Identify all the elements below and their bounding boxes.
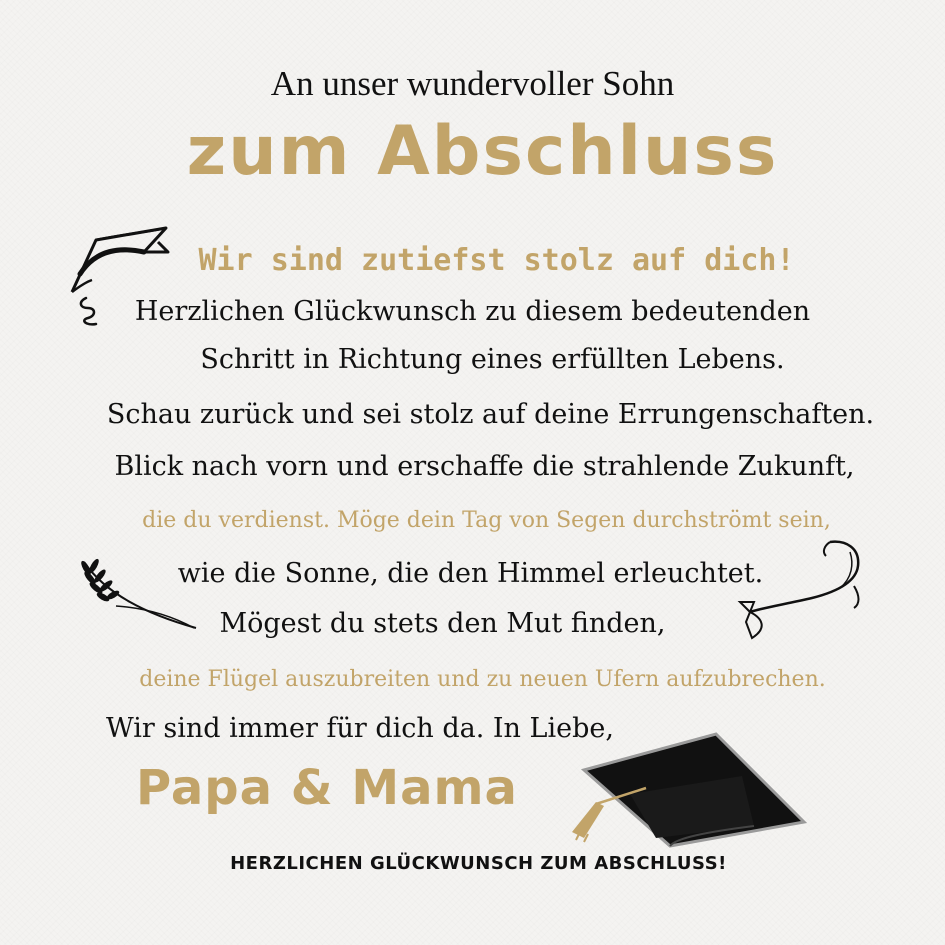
message-line: deine Flügel auszubreiten und zu neuen Ufern aufzubrechen.: [139, 667, 826, 692]
heading-line: An unser wundervoller Sohn: [270, 64, 675, 103]
banner-icon: [736, 538, 866, 642]
message-line: wie die Sonne, die den Himmel erleuchtet.: [177, 558, 764, 589]
message-line: die du verdienst. Möge dein Tag von Segen durchströmt sein,: [142, 508, 831, 533]
message-line: Schau zurück und sei stolz auf deine Errungenschaften.: [106, 399, 875, 430]
message-line: Mögest du stets den Mut finden,: [219, 608, 666, 639]
graduation-cap-icon: [566, 728, 814, 850]
footer-text: HERZLICHEN GLÜCKWUNSCH ZUM ABSCHLUSS!: [230, 853, 727, 874]
page-title: zum Abschluss: [186, 112, 779, 191]
message-line: Herzlichen Glückwunsch zu diesem bedeutenden: [134, 296, 811, 327]
message-line: Wir sind immer für dich da. In Liebe,: [106, 713, 614, 744]
signature: Papa & Mama: [136, 760, 518, 816]
wheat-icon: [76, 554, 202, 634]
subtitle: Wir sind zutiefst stolz auf dich!: [198, 243, 795, 278]
message-line: Blick nach vorn und erschaffe die strahlende Zukunft,: [114, 451, 855, 482]
message-line: Schritt in Richtung eines erfüllten Lebens.: [200, 344, 785, 375]
